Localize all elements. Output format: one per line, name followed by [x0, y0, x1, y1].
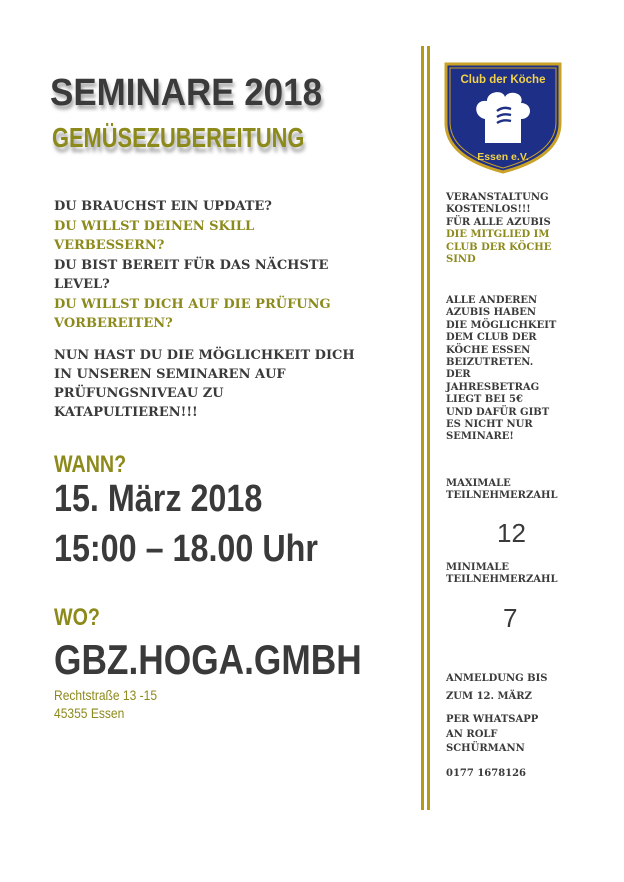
sidebar-line: FÜR ALLE AZUBIS	[446, 216, 551, 228]
max-participants-label: MAXIMALE TEILNEHMERZAHL	[446, 478, 558, 502]
min-participants-value: 7	[503, 603, 518, 633]
intro-line: VERBESSERN?	[54, 238, 165, 253]
contact-phone: 0177 1678126	[446, 768, 527, 779]
min-participants-label: MINIMALE TEILNEHMERZAHL	[446, 562, 558, 586]
when-label: WANN?	[54, 451, 127, 478]
sidebar-line: AZUBIS HABEN	[446, 307, 537, 319]
logo-bottom-text: Essen e.V.	[477, 151, 529, 163]
sidebar-line: SEMINARE!	[446, 431, 514, 443]
sidebar-free-note	[446, 192, 551, 266]
sidebar-line: ALLE ANDEREN	[446, 295, 538, 306]
sidebar-line: UND DAFÜR GIBT	[446, 406, 550, 418]
sidebar-line: SIND	[446, 254, 476, 266]
sidebar-line: LIEGT BEI 5€	[446, 394, 523, 406]
paragraph-line: NUN HAST DU DIE MÖGLICHKEIT DICH	[54, 348, 355, 363]
divider-rule	[427, 46, 430, 810]
intro-paragraph	[54, 346, 355, 422]
sidebar-line: DEM CLUB DER	[446, 332, 537, 344]
paragraph-line: KATAPULTIEREN!!!	[54, 405, 198, 420]
registration-deadline: ANMELDUNG BIS ZUM 12. MÄRZ	[446, 673, 548, 702]
event-date: 15. März 2018	[54, 478, 263, 520]
intro-line: DU BRAUCHST EIN UPDATE?	[54, 199, 272, 214]
where-label: WO?	[54, 604, 100, 631]
sidebar-line: KÖCHE ESSEN	[446, 344, 531, 356]
max-participants-value: 12	[497, 518, 526, 548]
sidebar-membership-note	[446, 295, 556, 444]
venue-name: GBZ.HOGA.GMBH	[54, 636, 362, 683]
sidebar-line: KOSTENLOS!!!	[446, 204, 531, 216]
intro-questions	[54, 197, 331, 334]
address-city: 45355 Essen	[54, 705, 125, 721]
sidebar-line: VERANSTALTUNG	[446, 192, 549, 203]
intro-line: DU BIST BEREIT FÜR DAS NÄCHSTE	[54, 257, 329, 273]
sidebar-line: JAHRESBETRAG	[446, 381, 540, 393]
logo-top-text: Club der Köche	[460, 74, 546, 86]
club-logo	[443, 61, 563, 175]
intro-line: DU WILLST DEINEN SKILL	[54, 218, 255, 234]
sidebar-line: ES NICHT NUR	[446, 419, 533, 431]
divider-rule	[421, 46, 424, 810]
intro-line: VORBEREITEN?	[54, 316, 173, 331]
address-street: Rechtstraße 13 -15	[54, 687, 158, 703]
sidebar-line: CLUB DER KÖCHE	[446, 241, 552, 253]
sidebar-line: DER	[446, 369, 471, 381]
intro-line: DU WILLST DICH AUF DIE PRÜFUNG	[54, 296, 331, 312]
paragraph-line: IN UNSEREN SEMINAREN AUF	[54, 367, 286, 382]
sidebar-line: BEIZUTRETEN.	[446, 357, 534, 369]
sidebar-line: DIE MÖGLICHKEIT	[446, 319, 557, 331]
paragraph-line: PRÜFUNGSNIVEAU ZU	[54, 386, 224, 401]
page-subtitle: GEMÜSEZUBEREITUNG	[52, 122, 305, 153]
intro-line: LEVEL?	[54, 277, 110, 292]
sidebar-line: DIE MITGLIED IM	[446, 229, 550, 241]
page-title: SEMINARE 2018	[50, 72, 323, 114]
contact-info: PER WHATSAPP AN ROLF SCHÜRMANN	[446, 714, 539, 754]
venue-address	[54, 686, 174, 722]
event-time: 15:00 – 18.00 Uhr	[54, 528, 318, 570]
